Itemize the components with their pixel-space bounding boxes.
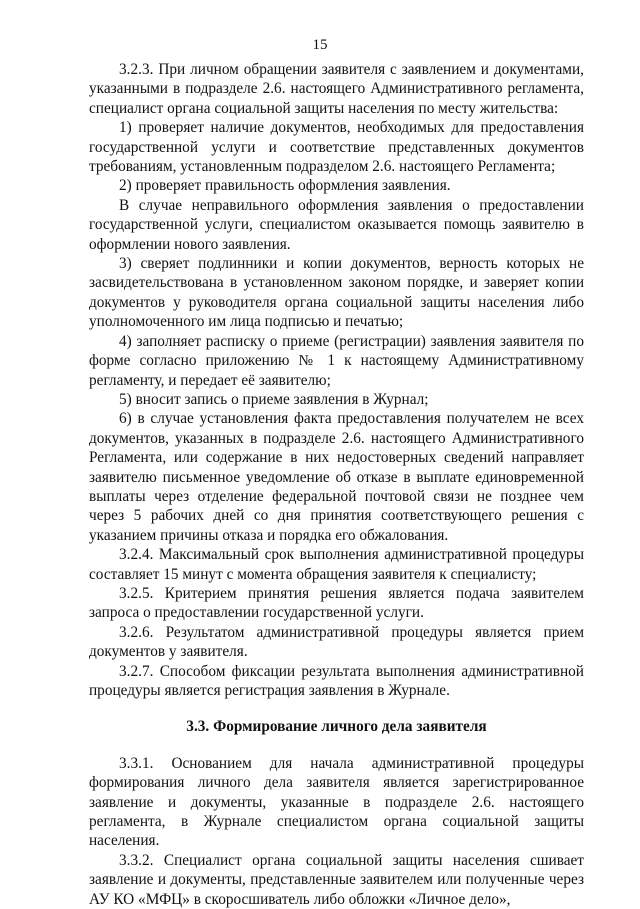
section-heading: 3.3. Формирование личного дела заявителя (186, 718, 487, 736)
paragraph: 3.2.3. При личном обращении заявителя с заявлением и документами, указанными в подразделе 2.6. настоящего Административного регламента, специалист органа социальной защиты населения по месту жительства: (89, 61, 584, 117)
paragraph: 3.2.5. Критерием принятия решения является подача заявителем запроса о предоставлении государственной услуги. (89, 584, 584, 622)
paragraph: 3.2.4. Максимальный срок выполнения административной процедуры составляет 15 минут с момента обращения заявителя к специалисту; (89, 546, 584, 583)
paragraph: 4) заполняет расписку о приеме (регистрации) заявления заявителя по форме согласно приложению № 1 к настоящему Административному регламенту, и передает её заявителю; (89, 332, 584, 389)
paragraph: В случае неправильного оформления заявления о предоставлении государственной услуги, специалистом оказывается помощь заявителю в оформлении нового заявления. (89, 196, 584, 253)
page-number: 15 (312, 37, 328, 53)
paragraph: 1) проверяет наличие документов, необходимых для предоставления государственной услуги и соответствие представленных документов требованиям, установленным подразделом 2.6. настоящего Регламента; (89, 119, 584, 176)
paragraph: 2) проверяет правильность оформления заявления. (119, 177, 451, 195)
paragraph: 3.2.7. Способом фиксации результата выполнения административной процедуры является регистрация заявления в Журнале. (89, 662, 584, 699)
paragraph: 3.2.6. Результатом административной процедуры является прием документов у заявителя. (89, 623, 584, 661)
paragraph: 3) сверяет подлинники и копии документов, верность которых не засвидетельствована в установленном законом порядке, и заверяет копии документов у руководителя органа социальной защиты населения либо уполномоченного им лица подписью и печатью; (89, 255, 584, 331)
paragraph: 3.3.1. Основанием для начала административной процедуры формирования личного дела заявителя является зарегистрированное заявление и документы, указанные в подразделе 2.6. настоящего регламента, в Журнале специалистом органа социальной защиты населения. (89, 754, 584, 850)
paragraph: 5) вносит запись о приеме заявления в Журнал; (119, 390, 429, 408)
paragraph: 3.3.2. Специалист органа социальной защиты населения сшивает заявление и документы, представленные заявителем или полученные через АУ КО «МФЦ» в скоросшиватель либо обложки «Личное дело», (89, 851, 584, 908)
document-body (89, 60, 584, 909)
paragraph: 6) в случае установления факта предоставления получателем не всех документов, указанных в подразделе 2.6. настоящего Административного Регламента, или содержание в них недостоверных сведений направляет заявителю письменное уведомление об отказе в выплате единовременной выплаты через отделение федеральной почтовой связи не позднее чем через 5 рабочих дней со дня принятия соответствующего решения с указанием причины отказа и порядка его обжалования. (89, 410, 584, 544)
